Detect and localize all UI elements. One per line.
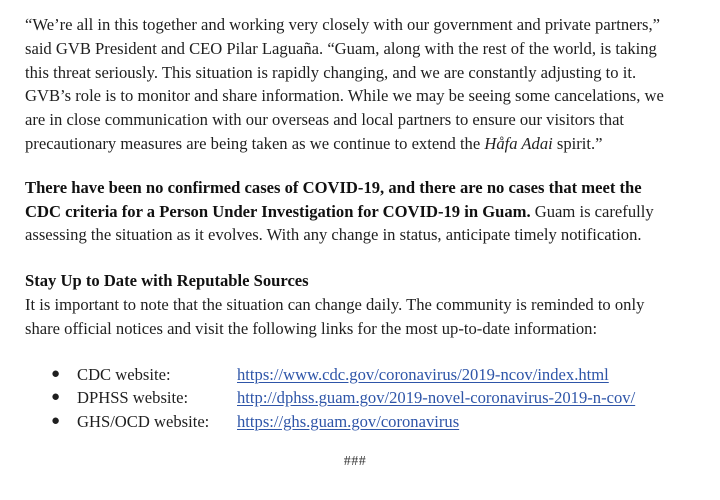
sources-section: [25, 269, 715, 433]
bullet-icon: ●: [51, 412, 61, 429]
quote-line: are in close communication with our overseas and local partners to ensure our visitors that: [25, 110, 625, 130]
status-line: assessing the situation as it evolves. With any change in status, anticipate timely notification.: [25, 225, 642, 245]
end-mark: ###: [343, 454, 367, 469]
sources-intro: [25, 293, 715, 341]
status-line: [25, 200, 715, 224]
section-heading: Stay Up to Date with Reputable Sources: [25, 271, 309, 291]
quote-line: GVB’s role is to monitor and share information. While we may be seeing some cancelations, we: [25, 86, 664, 106]
ghs-ocd-link[interactable]: https://ghs.guam.gov/coronavirus: [237, 411, 460, 431]
quote-line: “We’re all in this together and working very closely with our government and private partners,”: [25, 15, 661, 34]
quote-text: precautionary measures are being taken as we continue to extend the: [25, 133, 485, 153]
quote-paragraph: [25, 13, 715, 156]
status-bold-line: There have been no confirmed cases of COVID-19, and there are no cases that meet the: [25, 177, 642, 197]
cdc-link[interactable]: https://www.cdc.gov/coronavirus/2019-ncov/index.html: [237, 364, 609, 384]
link-label: GHS/OCD website:: [77, 411, 210, 431]
links-list: [25, 363, 715, 434]
status-paragraph: [25, 176, 715, 247]
link-label: DPHSS website:: [77, 388, 189, 408]
intro-line: share official notices and visit the following links for the most up-to-date information:: [25, 318, 598, 338]
bullet-icon: ●: [51, 365, 61, 382]
hafa-adai-italic: Håfa Adai: [484, 133, 553, 153]
dphss-link[interactable]: http://dphss.guam.gov/2019-novel-coronavirus-2019-n-cov/: [237, 388, 636, 408]
status-bold-text: CDC criteria for a Person Under Investigation for COVID-19 in Guam.: [25, 201, 531, 221]
link-item-cdc: [51, 363, 715, 387]
document-page: [25, 13, 715, 433]
quote-line: this threat seriously. This situation is rapidly changing, and we are constantly adjusting to it.: [25, 62, 637, 82]
quote-line: [25, 132, 715, 156]
link-item-dphss: [51, 386, 715, 410]
bullet-icon: ●: [51, 389, 61, 406]
quote-text: spirit.”: [552, 133, 603, 153]
status-text: Guam is carefully: [530, 201, 654, 221]
link-item-ghs-ocd: [51, 410, 715, 434]
quote-line: said GVB President and CEO Pilar Laguaña. “Guam, along with the rest of the world, is taking: [25, 38, 657, 58]
link-label: CDC website:: [77, 364, 171, 384]
intro-line: It is important to note that the situation can change daily. The community is reminded to only: [25, 294, 645, 314]
